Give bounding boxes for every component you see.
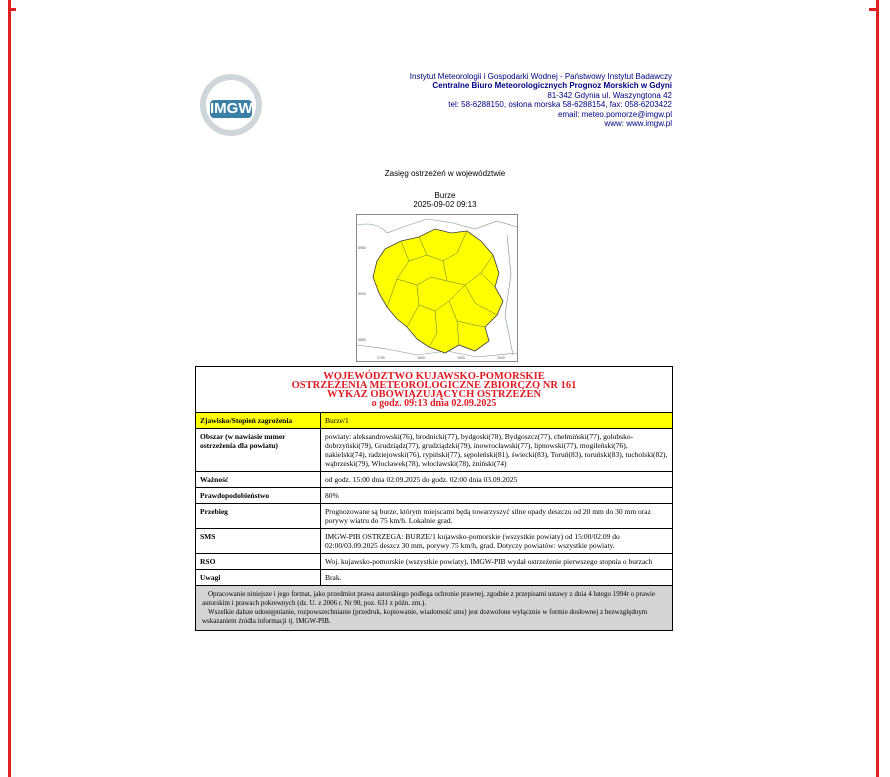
header-line-address: 81-342 Gdynia ul. Waszyngtona 42: [547, 90, 672, 100]
validity-label: Ważność: [196, 472, 321, 488]
map-tick-x3: 1900: [457, 356, 465, 360]
course-value: Prognozowane są burze, którym miejscami będą towarzyszyć silne opady deszczu od 20 mm do 30 mm oraz porywy wiatru do 75 km/h. Lokalnie grad.: [321, 504, 673, 529]
probability-row: [196, 488, 673, 504]
title-cell: [196, 367, 673, 413]
header-line-bureau: Centralne Biuro Meteorologicznych Prognoz Morskich w Gdyni: [432, 81, 672, 91]
warning-map: [356, 214, 518, 362]
probability-value: 80%: [321, 488, 673, 504]
sms-label: SMS: [196, 529, 321, 554]
header-line-www: www: www.imgw.pl: [604, 119, 672, 129]
map-tick-x2: 1800: [417, 356, 425, 360]
rso-row: [196, 554, 673, 570]
validity-row: [196, 472, 673, 488]
course-label: Przebieg: [196, 504, 321, 529]
logo-inner-circle: [206, 80, 256, 130]
map-tick-y1: 5950: [358, 246, 366, 250]
frame-right-corner: [869, 8, 879, 11]
title-voivodeship: WOJEWÓDZTWO KUJAWSKO-POMORSKIE: [323, 371, 545, 382]
header-line-phone: tel: 58-6288150, osłona morska 58-6288154, fax: 058-6203422: [448, 100, 672, 110]
frame-right-border: [876, 0, 879, 777]
copyright-paragraph-1: Opracowanie niniejsze i jego format, jako przedmiot prawa autorskiego podlega ochronie prawnej, zgodnie z przepisami ustawy z dnia 4 lutego 1994r o prawie autorskim i prawach pokrewnych (dz. U. z 2006 r. Nr 90, poz. 631 z późn. zm.).: [202, 590, 656, 607]
map-tick-y3: 5850: [358, 338, 366, 342]
header-line-email: email: meteo.pomorze@imgw.pl: [558, 109, 672, 119]
phenomenon-label: Zjawisko/Stopień zagrożenia: [196, 413, 321, 429]
frame-left-corner: [8, 8, 16, 11]
title-row: [196, 367, 673, 413]
probability-label: Prawdopodobieństwo: [196, 488, 321, 504]
header-line-institute: Instytut Meteorologii i Gospodarki Wodnej - Państwowy Instytut Badawczy: [409, 72, 672, 81]
remarks-label: Uwagi: [196, 570, 321, 586]
phenomenon-datetime: 2025-09-02 09:13: [413, 200, 477, 209]
area-row: [196, 429, 673, 472]
rso-value: Woj. kujawsko-pomorskie (wszystkie powiaty), IMGW-PIB wydał ostrzeżenie pierwszego stopnia o burzach: [321, 554, 673, 570]
imgw-logo-icon: [200, 74, 262, 136]
validity-value: od godz. 15:00 dnia 02.09.2025 do godz. 02:00 dnia 03.09.2025: [321, 472, 673, 488]
warning-table: [195, 366, 673, 631]
phenomenon-name: Burze: [434, 191, 456, 200]
range-caption: Zasięg ostrzeżeń w województwie: [384, 169, 506, 178]
copyright-paragraph-2: Wszelkie dalsze udostępnianie, rozpowszechnianie (przedruk, kopiowanie, wiadomość sms) jest dozwolone wyłącznie w formie dosłownej z bezwzględnym wskazaniem źródła informacji tj. IMGW-PIB.: [202, 608, 648, 625]
title-list: WYKAZ OBOWIĄZUJĄCYCH OSTRZEŻEŃ: [326, 389, 542, 400]
footer-row: [196, 586, 673, 631]
sms-value: IMGW-PIB OSTRZEGA: BURZE/1 kujawsko-pomorskie (wszystkie powiaty) od 15:00/02.09 do 02:00/03.09.2025 deszcz 30 mm, porywy 75 km/h, grad. Dotyczy powiatów: wszystkie powiaty.: [321, 529, 673, 554]
copyright-footer: [196, 586, 673, 631]
area-label: Obszar (w nawiasie numer ostrzeżenia dla powiatu): [196, 429, 321, 472]
logo-text: IMGW: [210, 100, 253, 117]
map-tick-x1: 1700: [377, 356, 385, 360]
phenomenon-caption: [0, 191, 890, 209]
remarks-value: Brak.: [321, 570, 673, 586]
sms-row: [196, 529, 673, 554]
map-tick-y2: 5900: [358, 292, 366, 296]
warning-map-svg: [357, 215, 517, 361]
phenomenon-row: [196, 413, 673, 429]
frame-left-border: [8, 0, 11, 777]
area-value: powiaty: aleksandrowski(76), brodnicki(77), bydgoski(78), Bydgoszcz(77), chełmiński(77), golubsko-dobrzyński(79), Grudziądz(77), grudziądzki(79), inowrocławski(77), lipnowski(77), mogileński(76), nakielski(74), radziejowski(76), rypiński(77), sępoleński(81), świecki(83), Toruń(83), toruński(83), tucholski(82), wąbrzeski(79), Włocławek(78), włocławski(78), żniński(74): [321, 429, 673, 472]
title-time: o godz. 09:13 dnia 02.09.2025: [371, 398, 497, 409]
rso-label: RSO: [196, 554, 321, 570]
title-warning-number: OSTRZEŻENIA METEOROLOGICZNE ZBIORCZO NR 161: [291, 380, 577, 391]
institution-header: [410, 72, 672, 128]
map-tick-x4: 2000: [497, 356, 505, 360]
remarks-row: [196, 570, 673, 586]
phenomenon-value: Burze/1: [321, 413, 673, 429]
course-row: [196, 504, 673, 529]
